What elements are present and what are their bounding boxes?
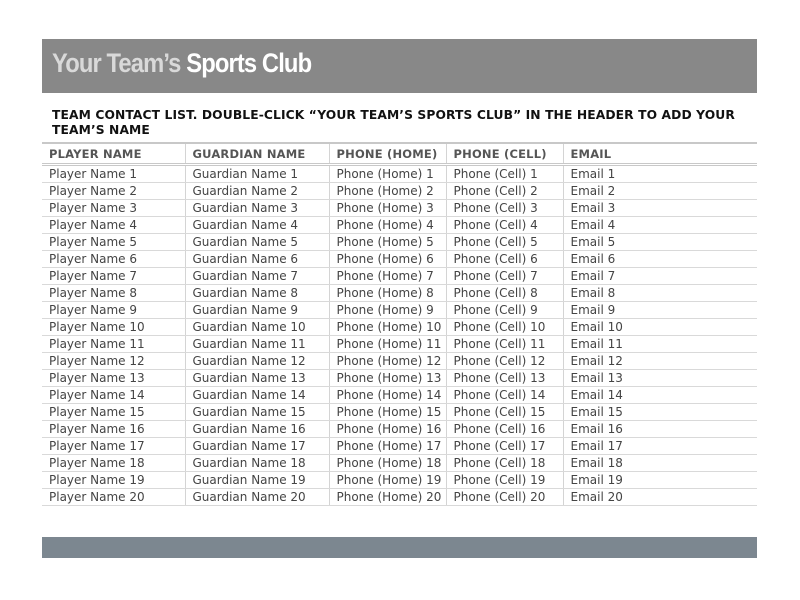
guardian-name-cell[interactable]: Guardian Name 16 (185, 421, 329, 438)
table-row (42, 165, 757, 183)
guardian-name-cell[interactable]: Guardian Name 10 (185, 319, 329, 336)
player-name-cell[interactable]: Player Name 1 (42, 165, 185, 183)
phone-cell-cell[interactable]: Phone (Cell) 15 (446, 404, 563, 421)
email-cell[interactable]: Email 7 (563, 268, 757, 285)
player-name-cell[interactable]: Player Name 18 (42, 455, 185, 472)
phone-home-cell[interactable]: Phone (Home) 18 (329, 455, 446, 472)
phone-cell-cell[interactable]: Phone (Cell) 9 (446, 302, 563, 319)
instructions-text: TEAM CONTACT LIST. DOUBLE-CLICK “YOUR TEAM’S SPORTS CLUB” IN THE HEADER TO ADD YOUR TEAM’S NAME (52, 108, 735, 137)
header-banner (42, 39, 757, 93)
email-cell[interactable]: Email 6 (563, 251, 757, 268)
email-cell[interactable]: Email 19 (563, 472, 757, 489)
guardian-name-cell[interactable]: Guardian Name 19 (185, 472, 329, 489)
player-name-cell[interactable]: Player Name 9 (42, 302, 185, 319)
table-row (42, 455, 757, 472)
email-cell[interactable]: Email 5 (563, 234, 757, 251)
phone-home-cell[interactable]: Phone (Home) 8 (329, 285, 446, 302)
phone-home-cell[interactable]: Phone (Home) 4 (329, 217, 446, 234)
email-cell[interactable]: Email 1 (563, 165, 757, 183)
team-name-brand: Sports Club (186, 48, 312, 78)
guardian-name-cell[interactable]: Guardian Name 1 (185, 165, 329, 183)
guardian-name-cell[interactable]: Guardian Name 12 (185, 353, 329, 370)
phone-home-cell[interactable]: Phone (Home) 15 (329, 404, 446, 421)
phone-cell-cell[interactable]: Phone (Cell) 17 (446, 438, 563, 455)
player-name-cell[interactable]: Player Name 7 (42, 268, 185, 285)
guardian-name-cell[interactable]: Guardian Name 5 (185, 234, 329, 251)
phone-cell-cell[interactable]: Phone (Cell) 3 (446, 200, 563, 217)
phone-home-cell[interactable]: Phone (Home) 20 (329, 489, 446, 506)
email-cell[interactable]: Email 16 (563, 421, 757, 438)
email-cell[interactable]: Email 20 (563, 489, 757, 506)
player-name-cell[interactable]: Player Name 16 (42, 421, 185, 438)
player-name-cell[interactable]: Player Name 13 (42, 370, 185, 387)
guardian-name-cell[interactable]: Guardian Name 13 (185, 370, 329, 387)
phone-home-cell[interactable]: Phone (Home) 3 (329, 200, 446, 217)
phone-cell-cell[interactable]: Phone (Cell) 11 (446, 336, 563, 353)
table-row (42, 234, 757, 251)
phone-cell-cell[interactable]: Phone (Cell) 8 (446, 285, 563, 302)
phone-cell-cell[interactable]: Phone (Cell) 10 (446, 319, 563, 336)
phone-home-cell[interactable]: Phone (Home) 16 (329, 421, 446, 438)
table-row (42, 336, 757, 353)
email-cell[interactable]: Email 4 (563, 217, 757, 234)
phone-cell-cell[interactable]: Phone (Cell) 7 (446, 268, 563, 285)
guardian-name-cell[interactable]: Guardian Name 7 (185, 268, 329, 285)
phone-cell-cell[interactable]: Phone (Cell) 18 (446, 455, 563, 472)
phone-cell-cell[interactable]: Phone (Cell) 1 (446, 165, 563, 183)
player-name-cell[interactable]: Player Name 19 (42, 472, 185, 489)
phone-home-cell[interactable]: Phone (Home) 1 (329, 165, 446, 183)
phone-home-cell[interactable]: Phone (Home) 13 (329, 370, 446, 387)
email-cell[interactable]: Email 18 (563, 455, 757, 472)
player-name-cell[interactable]: Player Name 3 (42, 200, 185, 217)
guardian-name-cell[interactable]: Guardian Name 14 (185, 387, 329, 404)
phone-cell-cell[interactable]: Phone (Cell) 4 (446, 217, 563, 234)
table-header-row (42, 143, 757, 165)
table-row (42, 200, 757, 217)
guardian-name-cell[interactable]: Guardian Name 3 (185, 200, 329, 217)
column-header-phone-home: PHONE (HOME) (329, 143, 446, 165)
email-cell[interactable]: Email 13 (563, 370, 757, 387)
email-cell[interactable]: Email 10 (563, 319, 757, 336)
guardian-name-cell[interactable]: Guardian Name 18 (185, 455, 329, 472)
table-row (42, 217, 757, 234)
phone-home-cell[interactable]: Phone (Home) 9 (329, 302, 446, 319)
table-row (42, 353, 757, 370)
phone-home-cell[interactable]: Phone (Home) 7 (329, 268, 446, 285)
guardian-name-cell[interactable]: Guardian Name 17 (185, 438, 329, 455)
email-cell[interactable]: Email 14 (563, 387, 757, 404)
table-row (42, 438, 757, 455)
player-name-cell[interactable]: Player Name 14 (42, 387, 185, 404)
player-name-cell[interactable]: Player Name 12 (42, 353, 185, 370)
table-row (42, 285, 757, 302)
phone-home-cell[interactable]: Phone (Home) 12 (329, 353, 446, 370)
email-cell[interactable]: Email 8 (563, 285, 757, 302)
column-header-guardian-name: GUARDIAN NAME (185, 143, 329, 165)
column-header-email: EMAIL (563, 143, 757, 165)
table-row (42, 183, 757, 200)
team-name-title[interactable] (52, 48, 311, 79)
player-name-cell[interactable]: Player Name 4 (42, 217, 185, 234)
phone-cell-cell[interactable]: Phone (Cell) 16 (446, 421, 563, 438)
phone-cell-cell[interactable]: Phone (Cell) 13 (446, 370, 563, 387)
player-name-cell[interactable]: Player Name 17 (42, 438, 185, 455)
phone-home-cell[interactable]: Phone (Home) 6 (329, 251, 446, 268)
phone-cell-cell[interactable]: Phone (Cell) 2 (446, 183, 563, 200)
table-row (42, 370, 757, 387)
player-name-cell[interactable]: Player Name 8 (42, 285, 185, 302)
guardian-name-cell[interactable]: Guardian Name 9 (185, 302, 329, 319)
guardian-name-cell[interactable]: Guardian Name 8 (185, 285, 329, 302)
footer-bar (42, 537, 757, 558)
guardian-name-cell[interactable]: Guardian Name 2 (185, 183, 329, 200)
phone-home-cell[interactable]: Phone (Home) 10 (329, 319, 446, 336)
email-cell[interactable]: Email 11 (563, 336, 757, 353)
guardian-name-cell[interactable]: Guardian Name 20 (185, 489, 329, 506)
phone-home-cell[interactable]: Phone (Home) 2 (329, 183, 446, 200)
team-name-prefix: Your Team’s (52, 48, 187, 78)
phone-home-cell[interactable]: Phone (Home) 11 (329, 336, 446, 353)
email-cell[interactable]: Email 15 (563, 404, 757, 421)
email-cell[interactable]: Email 2 (563, 183, 757, 200)
phone-home-cell[interactable]: Phone (Home) 17 (329, 438, 446, 455)
table-row (42, 268, 757, 285)
table-body (42, 165, 757, 506)
table-row (42, 404, 757, 421)
guardian-name-cell[interactable]: Guardian Name 15 (185, 404, 329, 421)
phone-cell-cell[interactable]: Phone (Cell) 20 (446, 489, 563, 506)
player-name-cell[interactable]: Player Name 6 (42, 251, 185, 268)
phone-home-cell[interactable]: Phone (Home) 5 (329, 234, 446, 251)
contact-table (42, 142, 757, 506)
phone-cell-cell[interactable]: Phone (Cell) 5 (446, 234, 563, 251)
column-header-phone-cell: PHONE (CELL) (446, 143, 563, 165)
table-row (42, 387, 757, 404)
player-name-cell[interactable]: Player Name 2 (42, 183, 185, 200)
player-name-cell[interactable]: Player Name 5 (42, 234, 185, 251)
guardian-name-cell[interactable]: Guardian Name 4 (185, 217, 329, 234)
player-name-cell[interactable]: Player Name 20 (42, 489, 185, 506)
phone-home-cell[interactable]: Phone (Home) 14 (329, 387, 446, 404)
table-row (42, 319, 757, 336)
phone-home-cell[interactable]: Phone (Home) 19 (329, 472, 446, 489)
email-cell[interactable]: Email 3 (563, 200, 757, 217)
table-row (42, 472, 757, 489)
table-row (42, 489, 757, 506)
column-header-player-name: PLAYER NAME (42, 143, 185, 165)
table-row (42, 302, 757, 319)
phone-cell-cell[interactable]: Phone (Cell) 6 (446, 251, 563, 268)
guardian-name-cell[interactable]: Guardian Name 6 (185, 251, 329, 268)
player-name-cell[interactable]: Player Name 15 (42, 404, 185, 421)
phone-cell-cell[interactable]: Phone (Cell) 12 (446, 353, 563, 370)
table-row (42, 421, 757, 438)
email-cell[interactable]: Email 9 (563, 302, 757, 319)
player-name-cell[interactable]: Player Name 11 (42, 336, 185, 353)
email-cell[interactable]: Email 12 (563, 353, 757, 370)
phone-cell-cell[interactable]: Phone (Cell) 19 (446, 472, 563, 489)
player-name-cell[interactable]: Player Name 10 (42, 319, 185, 336)
guardian-name-cell[interactable]: Guardian Name 11 (185, 336, 329, 353)
phone-cell-cell[interactable]: Phone (Cell) 14 (446, 387, 563, 404)
email-cell[interactable]: Email 17 (563, 438, 757, 455)
table-row (42, 251, 757, 268)
